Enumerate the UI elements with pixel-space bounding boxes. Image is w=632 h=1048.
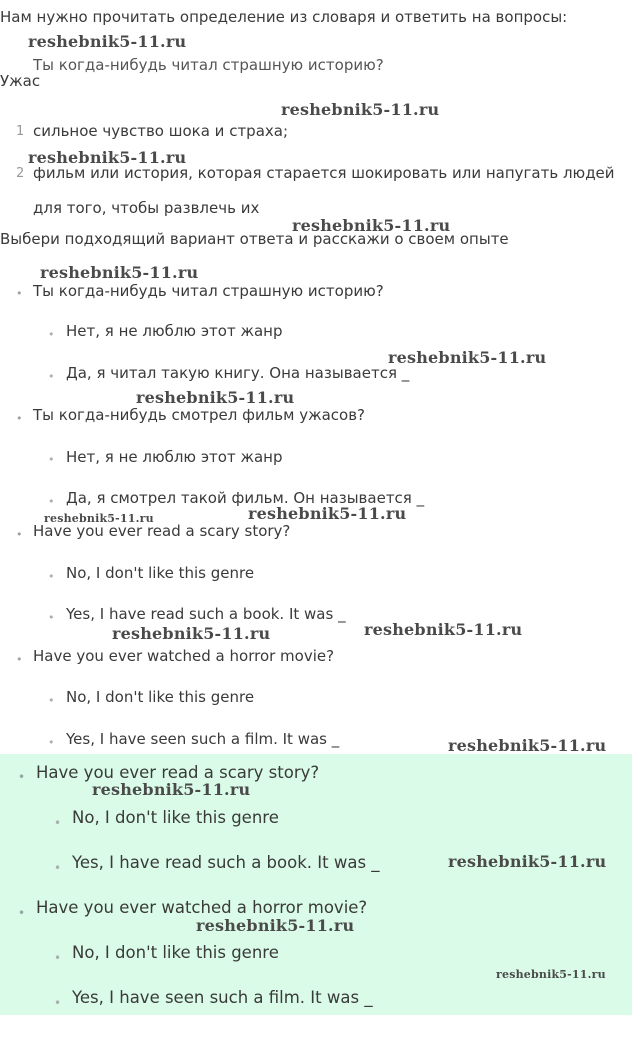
answer-en-1b: Yes, I have read such a book. It was _	[66, 605, 346, 623]
watermark: reshebnik5-11.ru	[248, 504, 407, 523]
bullet-icon: •	[54, 816, 62, 830]
answer-option-1b: Yes, I have read such a book. It was _	[72, 853, 380, 872]
bullet-icon: •	[48, 453, 55, 466]
watermark: reshebnik5-11.ru	[292, 216, 451, 235]
bullet-icon: •	[16, 528, 23, 541]
question-ru-1: Ты когда-нибудь читал страшную историю?	[33, 282, 384, 300]
task-text: Выбери подходящий вариант ответа и расскажи о своем опыте	[0, 230, 509, 248]
clipped-line-text: Ты когда-нибудь читал страшную историю?	[33, 56, 384, 74]
answer-option-1a: No, I don't like this genre	[72, 808, 279, 827]
answer-option-2a: No, I don't like this genre	[72, 943, 279, 962]
watermark: reshebnik5-11.ru	[44, 512, 154, 525]
watermark: reshebnik5-11.ru	[364, 620, 523, 639]
answer-en-1a: No, I don't like this genre	[66, 564, 255, 582]
bullet-icon: •	[16, 653, 23, 666]
question-en-1: Have you ever read a scary story?	[33, 522, 291, 540]
definition-text: сильное чувство шока и страха;	[33, 122, 289, 140]
bullet-icon: •	[18, 906, 26, 920]
bullet-icon: •	[16, 412, 23, 425]
watermark: reshebnik5-11.ru	[448, 736, 607, 755]
watermark: reshebnik5-11.ru	[92, 780, 251, 799]
intro-text: Нам нужно прочитать определение из словаря и ответить на вопросы:	[0, 8, 568, 26]
bullet-icon: •	[54, 951, 62, 965]
watermark: reshebnik5-11.ru	[496, 968, 606, 981]
answer-question-2: Have you ever watched a horror movie?	[36, 898, 368, 917]
watermark: reshebnik5-11.ru	[40, 263, 199, 282]
watermark: reshebnik5-11.ru	[28, 148, 187, 167]
answer-en-2b: Yes, I have seen such a film. It was _	[66, 730, 340, 748]
bullet-icon: •	[16, 287, 23, 300]
answer-ru-1a: Нет, я не люблю этот жанр	[66, 322, 283, 340]
bullet-icon: •	[48, 495, 55, 508]
answer-en-2a: No, I don't like this genre	[66, 688, 255, 706]
bullet-icon: •	[54, 861, 62, 875]
answer-option-2b: Yes, I have seen such a film. It was _	[72, 988, 373, 1007]
watermark: reshebnik5-11.ru	[28, 32, 187, 51]
clipped-line	[33, 52, 384, 74]
watermark: reshebnik5-11.ru	[136, 388, 295, 407]
watermark: reshebnik5-11.ru	[112, 624, 271, 643]
answer-ru-2a: Нет, я не люблю этот жанр	[66, 448, 283, 466]
watermark: reshebnik5-11.ru	[388, 348, 547, 367]
bullet-icon: •	[48, 736, 55, 749]
bullet-icon: •	[48, 611, 55, 624]
watermark: reshebnik5-11.ru	[448, 852, 607, 871]
bullet-icon: •	[18, 770, 26, 784]
dictionary-word: Ужас	[0, 72, 41, 90]
answer-question-1: Have you ever read a scary story?	[36, 763, 320, 782]
question-ru-2: Ты когда-нибудь смотрел фильм ужасов?	[33, 406, 366, 424]
question-en-2: Have you ever watched a horror movie?	[33, 647, 335, 665]
answer-ru-1b: Да, я читал такую книгу. Она называется _	[66, 364, 410, 382]
definition-number: 2	[16, 166, 25, 181]
bullet-icon: •	[48, 570, 55, 583]
watermark: reshebnik5-11.ru	[196, 916, 355, 935]
definition-text: фильм или история, которая старается шокировать или напугать людей	[33, 164, 615, 182]
answer-ru-2b: Да, я смотрел такой фильм. Он называется _	[66, 489, 425, 507]
watermark: reshebnik5-11.ru	[281, 100, 440, 119]
definition-text-cont: для того, чтобы развлечь их	[33, 199, 260, 217]
bullet-icon: •	[48, 370, 55, 383]
definition-number: 1	[16, 124, 25, 139]
bullet-icon: •	[48, 328, 55, 341]
bullet-icon: •	[48, 694, 55, 707]
bullet-icon: •	[54, 996, 62, 1010]
